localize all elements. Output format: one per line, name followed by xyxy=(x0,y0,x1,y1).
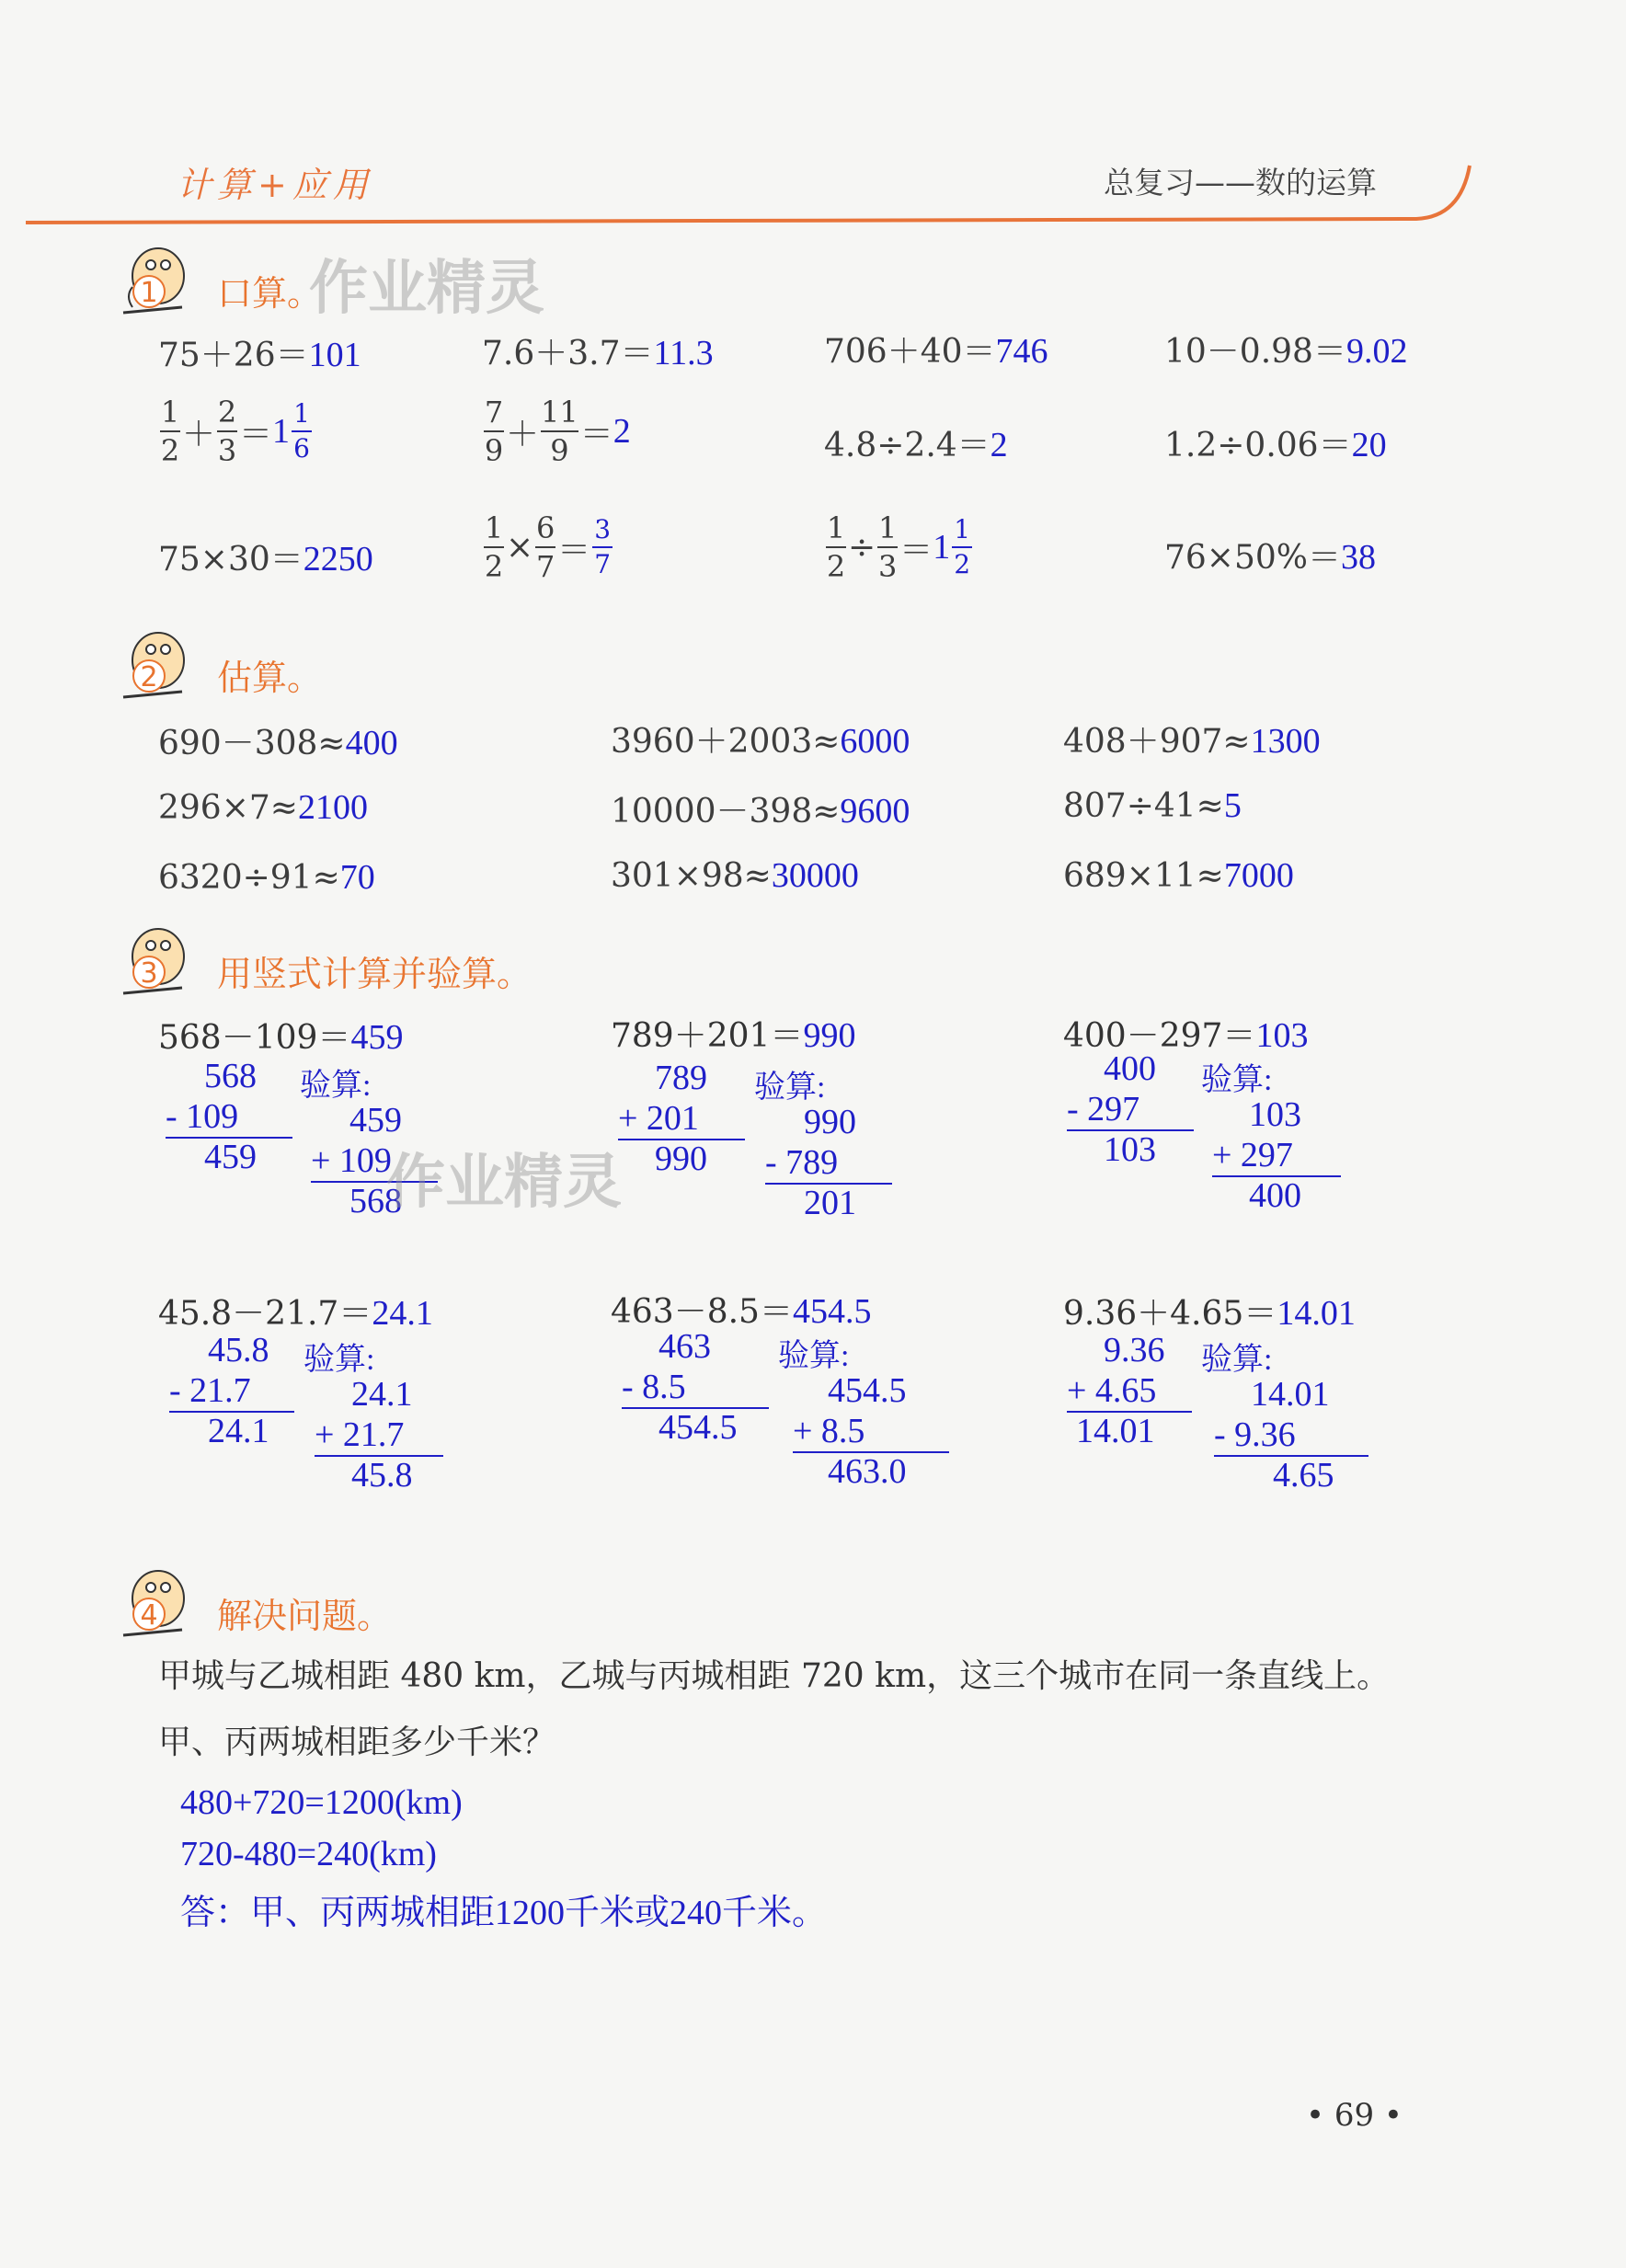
work-line: 789 xyxy=(655,1059,707,1097)
work-line: 459 xyxy=(204,1138,257,1176)
oral-item: $\frac{1}{2}$ ＋ $\frac{2}{3}$ ＝ 1 $\frac{1}{6}$ xyxy=(158,397,314,465)
estimate-item: 10000－398≈9600 xyxy=(611,792,910,830)
work-line: 568 xyxy=(204,1057,257,1095)
check-line: + 109 xyxy=(311,1141,392,1180)
work-line: - 297 xyxy=(1067,1090,1140,1128)
oral-item: 4.8÷2.4＝2 xyxy=(824,426,1008,464)
work-line: - 21.7 xyxy=(169,1371,251,1410)
estimate-item: 3960＋2003≈6000 xyxy=(611,722,910,761)
problem-question: 甲、丙两城相距多少千米？ xyxy=(158,1724,556,1761)
check-line: + 21.7 xyxy=(315,1415,405,1454)
vertical-problem: 9.36＋4.65＝14.01 xyxy=(1063,1294,1356,1333)
estimate-item: 6320÷91≈70 xyxy=(158,858,375,897)
vertical-problem: 463－8.5＝454.5 xyxy=(611,1292,872,1331)
mascot-icon xyxy=(118,1564,188,1646)
work-line: 103 xyxy=(1104,1130,1156,1169)
oral-item: 7.6＋3.7＝11.3 xyxy=(482,334,714,372)
section-title-1: 口算。 xyxy=(217,273,323,314)
check-line: + 297 xyxy=(1212,1136,1293,1174)
check-line: 4.65 xyxy=(1273,1456,1334,1495)
oral-item: 706＋40＝746 xyxy=(824,332,1048,371)
estimate-item: 301×98≈30000 xyxy=(611,856,859,895)
watermark: 作业精灵 xyxy=(386,1149,622,1217)
check-label: 验算: xyxy=(754,1071,826,1105)
check-line: 24.1 xyxy=(351,1375,413,1414)
answer-line: 答：甲、丙两城相距1200千米或240千米。 xyxy=(180,1894,828,1932)
work-line: 463 xyxy=(658,1327,711,1366)
vertical-problem: 45.8－21.7＝24.1 xyxy=(158,1294,433,1333)
check-line: 459 xyxy=(349,1101,402,1140)
section-title-2: 估算。 xyxy=(217,658,323,698)
oral-item: $\frac{1}{2}$ ÷ $\frac{1}{3}$ ＝ 1 $\frac{1}{2}$ xyxy=(824,513,974,581)
answer-line: 480+720=1200(km) xyxy=(180,1783,463,1822)
oral-item: $\frac{1}{2}$ × $\frac{6}{7}$ ＝ $\frac{3}{7}$ xyxy=(482,513,614,581)
section-title-3: 用竖式计算并验算。 xyxy=(217,954,532,994)
work-line: 454.5 xyxy=(658,1408,738,1447)
check-line: 463.0 xyxy=(828,1452,907,1491)
check-label: 验算: xyxy=(303,1343,375,1377)
check-line: 103 xyxy=(1249,1095,1301,1134)
oral-item: 10－0.98＝9.02 xyxy=(1164,332,1408,371)
check-line: - 789 xyxy=(765,1143,839,1182)
oral-item: $\frac{7}{9}$ ＋ $\frac{11}{9}$ ＝ 2 xyxy=(484,395,631,468)
work-line: + 201 xyxy=(618,1099,699,1138)
mascot-icon xyxy=(118,625,188,708)
work-line: 24.1 xyxy=(208,1412,269,1450)
svg-text:2: 2 xyxy=(140,661,158,693)
work-line: 9.36 xyxy=(1104,1331,1165,1369)
oral-item: 75×30＝2250 xyxy=(158,540,373,578)
check-line: 45.8 xyxy=(351,1456,413,1495)
check-line: 454.5 xyxy=(828,1371,907,1410)
watermark: 作业精灵 xyxy=(309,255,544,323)
header-rule xyxy=(0,0,1626,239)
oral-item: 76×50%＝38 xyxy=(1164,538,1376,577)
vertical-problem: 400－297＝103 xyxy=(1063,1016,1309,1055)
work-line: + 4.65 xyxy=(1067,1371,1157,1410)
check-line: 400 xyxy=(1249,1176,1301,1215)
check-line: 201 xyxy=(804,1184,856,1222)
work-line: 45.8 xyxy=(208,1331,269,1369)
vertical-problem: 789＋201＝990 xyxy=(611,1016,856,1055)
estimate-item: 408＋907≈1300 xyxy=(1063,722,1321,761)
oral-item: 1.2÷0.06＝20 xyxy=(1164,426,1387,464)
check-line: + 8.5 xyxy=(793,1412,865,1450)
work-line: 400 xyxy=(1104,1049,1156,1088)
check-label: 验算: xyxy=(300,1069,372,1103)
check-line: 14.01 xyxy=(1251,1375,1330,1414)
work-line: 14.01 xyxy=(1076,1412,1155,1450)
vertical-problem: 568－109＝459 xyxy=(158,1018,404,1057)
estimate-item: 807÷41≈5 xyxy=(1063,786,1242,825)
mascot-icon xyxy=(118,922,188,1004)
section-title-4: 解决问题。 xyxy=(217,1596,393,1636)
work-line: 990 xyxy=(655,1140,707,1178)
check-label: 验算: xyxy=(778,1339,850,1373)
answer-line: 720-480=240(km) xyxy=(180,1835,437,1873)
work-line: - 109 xyxy=(166,1097,239,1136)
estimate-item: 690－308≈400 xyxy=(158,724,398,762)
section-number: 1 xyxy=(140,277,158,309)
check-line: 990 xyxy=(804,1103,856,1141)
check-label: 验算: xyxy=(1201,1063,1273,1097)
header-right: 总复习——数的运算 xyxy=(1104,165,1377,200)
svg-text:4: 4 xyxy=(140,1599,158,1632)
check-line: - 9.36 xyxy=(1214,1415,1296,1454)
oral-item: 75＋26＝101 xyxy=(158,336,361,374)
header-left: 计算+应用 xyxy=(177,165,373,205)
page-number: • 69 • xyxy=(1306,2097,1403,2134)
svg-text:3: 3 xyxy=(140,957,158,990)
work-line: - 8.5 xyxy=(622,1368,686,1406)
problem-text: 甲城与乙城相距 480 km，乙城与丙城相距 720 km，这三个城市在同一条直线上。 xyxy=(158,1657,1391,1695)
mascot-icon xyxy=(118,241,188,324)
check-line: 568 xyxy=(349,1182,402,1220)
check-label: 验算: xyxy=(1201,1343,1273,1377)
estimate-item: 296×7≈2100 xyxy=(158,788,368,827)
estimate-item: 689×11≈7000 xyxy=(1063,856,1294,895)
